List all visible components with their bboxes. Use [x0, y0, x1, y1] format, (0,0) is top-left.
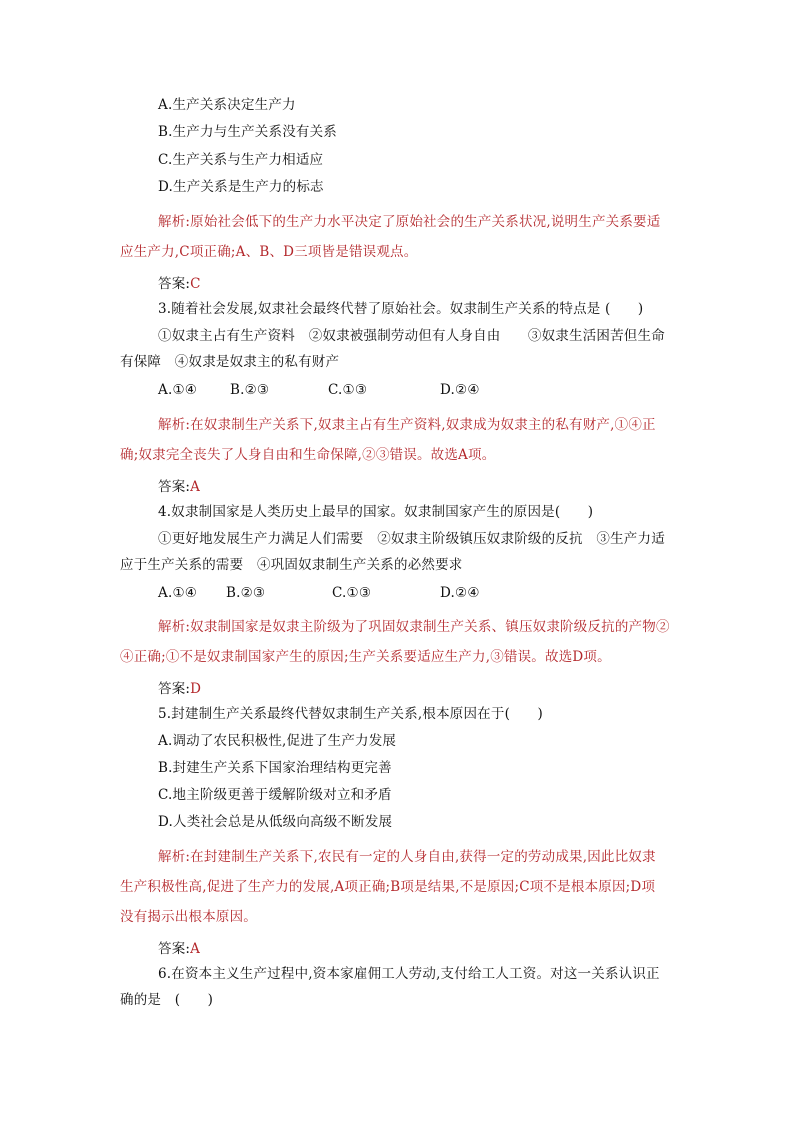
- q6-stem-line1: 6.在资本主义生产过程中,资本家雇佣工人劳动,支付给工人工资。对这一关系认识正: [158, 966, 660, 982]
- q3-answer: [158, 478, 200, 496]
- q5-analysis-line1: 解析:在封建制生产关系下,农民有一定的人身自由,获得一定的劳动成果,因此比奴隶: [158, 849, 656, 865]
- q3-items-line1: ①奴隶主占有生产资料 ②奴隶被强制劳动但有人身自由 ③奴隶生活困苦但生命: [158, 328, 665, 344]
- q3-analysis-line2: [120, 446, 495, 464]
- q3-choice-c: C.①③: [328, 382, 368, 398]
- answer-label: 答案:: [158, 276, 191, 292]
- q5-option-a: A.调动了农民积极性,促进了生产力发展: [158, 733, 397, 749]
- q5-option-c: C.地主阶级更善于缓解阶级对立和矛盾: [158, 787, 392, 803]
- q4-analysis-text: 解析:奴隶制国家是奴隶主阶级为了巩固奴隶制生产关系、镇压奴隶阶级反抗的产物: [158, 619, 656, 635]
- q2-analysis-line2: 应生产力,C项正确;A、B、D三项皆是错误观点。: [120, 244, 418, 260]
- q2-analysis-line1: 解析:原始社会低下的生产力水平决定了原始社会的生产关系状况,说明生产关系要适: [158, 214, 661, 230]
- answer-value: A: [190, 479, 201, 495]
- q3-choice-b: B.②③: [230, 382, 270, 398]
- q5-analysis-line2: 生产积极性高,促进了生产力的发展,A项正确;B项是结果,不是原因;C项不是根本原因;D项: [120, 879, 656, 895]
- answer-label: 答案:: [158, 681, 191, 697]
- q5-option-d: D.人类社会总是从低级向高级不断发展: [158, 814, 393, 830]
- q3-analysis-highlight: ②③错误。故选A项。: [362, 447, 496, 463]
- q3-analysis-text: 解析:在奴隶制生产关系下,奴隶主占有生产资料,奴隶成为奴隶主的私有财产,: [158, 417, 615, 433]
- answer-value: C: [190, 276, 201, 292]
- q2-answer: [158, 275, 201, 293]
- q3-analysis-line1: [158, 416, 656, 434]
- answer-value: A: [190, 941, 201, 957]
- q3-stem: 3.随着社会发展,奴隶社会最终代替了原始社会。奴隶制生产关系的特点是 ( ): [158, 301, 644, 317]
- q4-analysis-highlight: ③错误。故选D项。: [490, 649, 611, 665]
- q5-analysis-line3: 没有揭示出根本原因。: [120, 909, 257, 925]
- q3-choice-a: A.①④: [158, 382, 198, 398]
- q4-choice-d: D.②④: [440, 585, 480, 601]
- q4-choice-a: A.①④: [158, 585, 198, 601]
- answer-label: 答案:: [158, 479, 191, 495]
- q3-analysis-text: 确;奴隶完全丧失了人身自由和生命保障,: [120, 447, 363, 463]
- q3-analysis-highlight: ①④正: [614, 417, 656, 433]
- q3-choices: [158, 381, 480, 399]
- q5-option-b: B.封建生产关系下国家治理结构更完善: [158, 760, 392, 776]
- answer-label: 答案:: [158, 941, 191, 957]
- q4-answer: [158, 680, 201, 698]
- q4-choice-c: C.①③: [332, 585, 372, 601]
- q4-analysis-highlight: ②: [655, 619, 670, 635]
- q4-items-line2: 应于生产关系的需要 ④巩固奴隶制生产关系的必然要求: [120, 557, 463, 573]
- q4-analysis-line2: [120, 648, 611, 666]
- q2-option-c: C.生产关系与生产力相适应: [158, 152, 324, 168]
- q4-analysis-text: ④正确;①不是奴隶制国家产生的原因;: [120, 649, 349, 665]
- q5-answer: [158, 940, 200, 958]
- q5-stem: 5.封建制生产关系最终代替奴隶制生产关系,根本原因在于( ): [158, 706, 543, 722]
- q4-choice-b: B.②③: [226, 585, 266, 601]
- q4-items-line1: ①更好地发展生产力满足人们需要 ②奴隶主阶级镇压奴隶阶级的反抗 ③生产力适: [158, 531, 665, 547]
- answer-value: D: [190, 681, 202, 697]
- q2-option-b: B.生产力与生产关系没有关系: [158, 124, 338, 140]
- q6-stem-line2: 确的是 ( ): [120, 992, 214, 1008]
- q4-choices: [158, 584, 480, 602]
- q3-items-line2: 有保障 ④奴隶是奴隶主的私有财产: [120, 354, 340, 370]
- q3-choice-d: D.②④: [440, 382, 480, 398]
- q2-option-a: A.生产关系决定生产力: [158, 97, 296, 113]
- q4-analysis-line1: [158, 618, 670, 636]
- q2-option-d: D.生产关系是生产力的标志: [158, 179, 324, 195]
- q4-analysis-text: 生产关系要适应生产力,: [348, 649, 491, 665]
- q4-stem: 4.奴隶制国家是人类历史上最早的国家。奴隶制国家产生的原因是( ): [158, 504, 594, 520]
